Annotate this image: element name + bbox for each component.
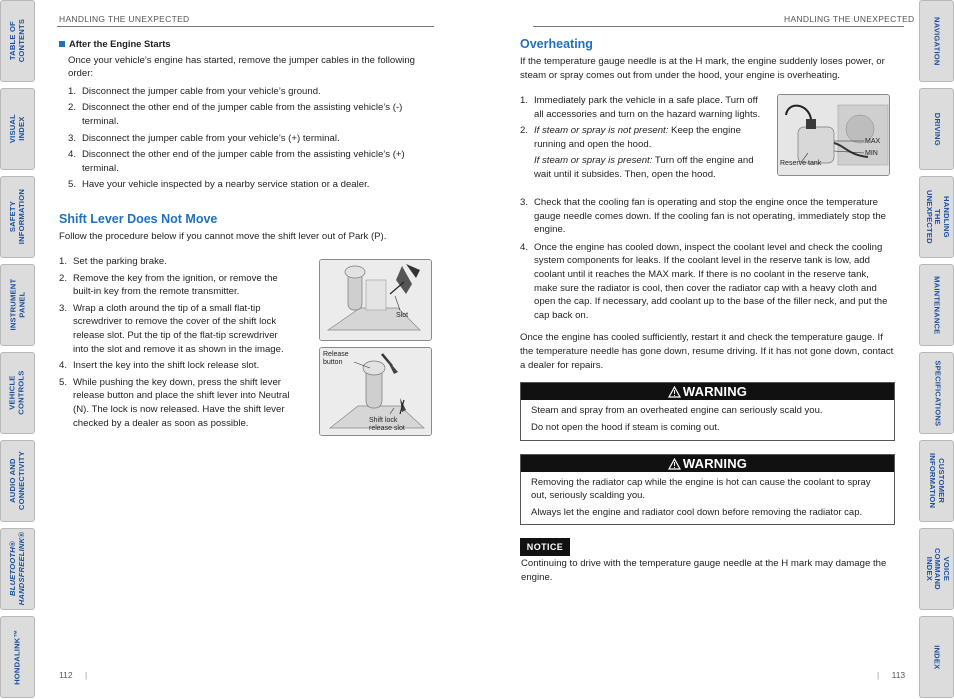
step-number: 4. (59, 360, 68, 372)
warning-triangle-icon (668, 386, 681, 398)
condition-no-steam-text: Keep the engine running and open the hood. (534, 125, 741, 150)
shift-lock-release-illustration (319, 347, 432, 436)
step-number: 3. (520, 197, 529, 208)
overheating-steps-lower (520, 193, 894, 372)
overheating-steps-upper (520, 91, 767, 182)
list-item (520, 241, 894, 323)
step-text: Disconnect the other end of the jumper cable from the assisting vehicle’s (+) terminal. (82, 149, 405, 174)
step-text: Insert the key into the shift lock release slot. (73, 360, 260, 372)
right-page-footer (877, 670, 905, 680)
overheating-steps-3-4 (520, 196, 894, 322)
after-engine-intro: Once your vehicle’s engine has started, remove the jumper cables in the following order: (68, 54, 415, 80)
step-text: Once the engine has cooled down, inspect the coolant level and check the cooling system components for leaks. If the coolant level in the reserve tank is low, add coolant until it reaches the MAX mark. If there is no coolant in the reserve tank, make sure the radiator is cool, then cover the radiator cap with a heavy cloth and open the cap. If necessary, add coolant up to the base of the filler neck, and put the cap back on. (534, 241, 888, 321)
list-item (59, 376, 294, 430)
shift-lever-title: Shift Lever Does Not Move (59, 212, 218, 226)
left-page-footer (59, 670, 87, 680)
tab-instrument-panel[interactable] (0, 264, 35, 346)
tab-label: SAFETY INFORMATION (7, 189, 26, 245)
warning-header (521, 455, 894, 472)
square-bullet-icon (59, 41, 65, 47)
tab-label: VOICE COMMAND INDEX (924, 548, 951, 590)
tab-hondalink[interactable] (0, 616, 35, 698)
after-engine-steps (68, 85, 435, 192)
left-page-header: HANDLING THE UNEXPECTED (59, 14, 190, 24)
overheating-section (520, 36, 894, 82)
step-text: Disconnect the jumper cable from your vehicle’s (+) terminal. (82, 132, 340, 144)
footer-divider: | (877, 670, 880, 680)
step-text: Have your vehicle inspected by a nearby service station or a dealer. (82, 179, 370, 191)
warning-line: Do not open the hood if steam is coming out. (531, 422, 720, 433)
tab-label: SPECIFICATIONS (932, 360, 942, 426)
list-item (68, 178, 435, 192)
list-item (520, 94, 767, 121)
warning-box-scald (520, 382, 895, 441)
overheating-title: Overheating (520, 37, 593, 51)
step-number: 1. (520, 95, 529, 106)
right-section-tabs (919, 0, 954, 699)
warning-header (521, 383, 894, 400)
footer-divider: | (84, 670, 88, 680)
list-item (59, 255, 294, 269)
step-text: Check that the cooling fan is operating and stop the engine once the temperature gauge needle comes down. If the cooling fan is not operating, immediately stop the engine. (534, 197, 886, 236)
min-label: MIN (865, 150, 878, 157)
list-item (520, 196, 894, 237)
step-text: Remove the key from the ignition, or remove the built-in key from the remote transmitter. (73, 272, 278, 298)
warning-title: WARNING (682, 384, 748, 399)
after-engine-heading (59, 37, 435, 51)
tab-table-of-contents[interactable] (0, 0, 35, 82)
tab-voice-command-index[interactable] (919, 528, 954, 610)
warning-body (521, 400, 894, 439)
tab-index[interactable] (919, 616, 954, 698)
step2-continuation (534, 154, 767, 181)
tab-label: DRIVING (932, 112, 942, 146)
tab-handling-the-unexpected[interactable] (919, 176, 954, 258)
max-label: MAX (865, 138, 881, 145)
overheating-steps-1-2 (520, 94, 767, 182)
page-number: 113 (891, 670, 906, 680)
tab-vehicle-controls[interactable] (0, 352, 35, 434)
tab-label: NAVIGATION (932, 16, 942, 66)
tab-label: VISUAL INDEX (7, 114, 26, 144)
reserve-tank-label: Reserve tank (780, 160, 822, 167)
step-text: Disconnect the other end of the jumper cable from the assisting vehicle’s (-) terminal. (82, 102, 403, 127)
condition-steam: If steam or spray is present: (534, 155, 653, 167)
shift-lever-drawing (320, 260, 432, 341)
tab-label: VEHICLE CONTROLS (7, 370, 26, 416)
step-text: Wrap a cloth around the tip of a small flat-tip screwdriver to remove the cover of the shift lock release slot. Put the tip of the flat-tip screwdriver into the slot and remove it as shown in the image. (73, 302, 284, 355)
condition-steam-text: Turn off the engine and wait until it subsides. Then, open the hood. (534, 155, 754, 180)
list-item (59, 272, 294, 299)
step-text: Immediately park the vehicle in a safe place. Turn off all accessories and turn on the hazard warning lights. (534, 95, 761, 120)
shift-lever-slot-illustration (319, 259, 432, 341)
overheating-after-text: Once the engine has cooled sufficiently, restart it and check the temperature gauge. If the temperature needle has gone down, resume driving. If it has not gone down, contact a dealer for repairs. (520, 332, 894, 371)
step-number: 3. (59, 302, 68, 314)
shift-lever-intro: Follow the procedure below if you cannot move the shift lever out of Park (P). (59, 231, 387, 242)
notice-section (521, 557, 895, 584)
tab-label: HANDLING THE UNEXPECTED (924, 190, 951, 244)
tab-specifications[interactable] (919, 352, 954, 434)
left-header-rule (57, 26, 434, 27)
step-number: 2. (520, 125, 529, 137)
tab-label: MAINTENANCE (932, 275, 942, 335)
step-number: 2. (68, 102, 77, 114)
warning-title: WARNING (682, 456, 748, 471)
step-number: 5. (68, 179, 77, 191)
step-text: Disconnect the jumper cable from your vehicle’s ground. (82, 85, 321, 97)
list-item (59, 302, 294, 356)
tab-audio-connectivity[interactable] (0, 440, 35, 522)
tab-visual-index[interactable] (0, 88, 35, 170)
step-number: 1. (68, 85, 77, 97)
tab-bluetooth-handsfreelink[interactable] (0, 528, 35, 610)
step-number: 4. (68, 149, 77, 161)
warning-line: Always let the engine and radiator cool down before removing the radiator cap. (531, 507, 863, 518)
notice-text: Continuing to drive with the temperature gauge needle at the H mark may damage the engine. (521, 558, 887, 583)
step-number: 3. (68, 132, 77, 144)
shift-lock-slot-label: Shift lock release slot (369, 417, 405, 432)
left-section-tabs (0, 0, 35, 699)
warning-line: Removing the radiator cap while the engine is hot can cause the coolant to spray out, seriously scalding you. (531, 477, 871, 501)
release-button-label: Release button (323, 351, 349, 366)
tab-label: AUDIO AND CONNECTIVITY (7, 451, 26, 511)
after-engine-heading-text: After the Engine Starts (69, 38, 171, 49)
tab-safety-information[interactable] (0, 176, 35, 258)
tab-label: CUSTOMER INFORMATION (928, 453, 947, 509)
notice-tag: NOTICE (520, 538, 570, 556)
condition-no-steam: If steam or spray is not present: (534, 125, 669, 137)
shift-lever-steps (59, 255, 294, 430)
page-number: 112 (59, 670, 73, 680)
tab-label: INDEX (932, 644, 942, 670)
step-number: 1. (59, 256, 68, 267)
tab-label: INSTRUMENT PANEL (7, 279, 26, 331)
warning-line: Steam and spray from an overheated engine can seriously scald you. (531, 405, 823, 416)
step-number: 2. (59, 272, 68, 284)
step-number: 4. (520, 241, 529, 253)
step-text (534, 124, 767, 181)
step-number: 5. (59, 376, 68, 388)
after-engine-section (59, 37, 435, 192)
right-page-header: HANDLING THE UNEXPECTED (784, 14, 915, 24)
tab-customer-information[interactable] (919, 440, 954, 522)
list-item (68, 85, 435, 99)
shift-lever-steps-col (59, 252, 294, 430)
shift-lever-section (59, 211, 435, 244)
warning-body (521, 472, 894, 524)
slot-label: Slot (396, 312, 409, 319)
list-item (59, 359, 294, 373)
warning-box-radiator-cap (520, 454, 895, 525)
list-item (68, 148, 435, 175)
list-item (520, 124, 767, 181)
list-item (68, 132, 435, 146)
tab-label: HONDALINK™ (12, 629, 22, 685)
tab-driving[interactable] (919, 88, 954, 170)
overheating-intro: If the temperature gauge needle is at the H mark, the engine suddenly loses power, or steam or spray comes out from under the hood, your engine is overheating. (520, 56, 885, 81)
tab-navigation[interactable] (919, 0, 954, 82)
list-item (68, 101, 435, 128)
right-header-rule (533, 26, 904, 27)
step-text: While pushing the key down, press the shift lever release button and place the shift lever into Neutral (N). The lock is now released. Have the shift lever checked by a dealer as soon as possible. (73, 376, 290, 429)
tab-label: BLUETOOTH® HANDSFREELINK® (7, 532, 26, 606)
tab-maintenance[interactable] (919, 264, 954, 346)
warning-triangle-icon (668, 458, 681, 470)
tab-label: TABLE OF CONTENTS (7, 19, 26, 63)
step-text: Set the parking brake. (73, 256, 167, 267)
reserve-tank-illustration (777, 94, 890, 176)
